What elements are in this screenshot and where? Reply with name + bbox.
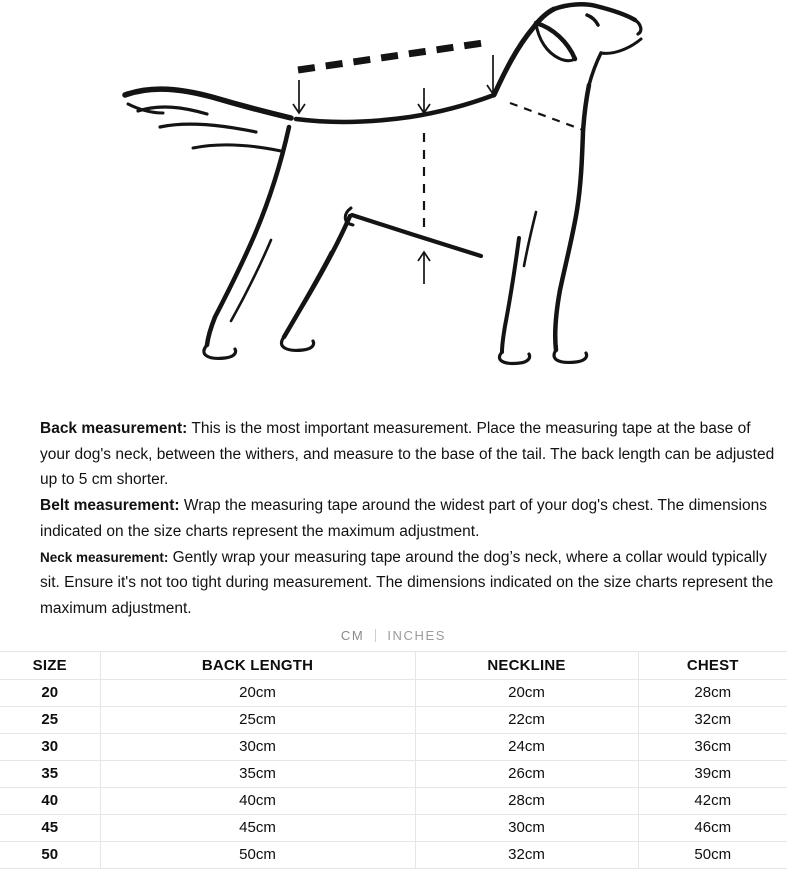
table-row: [0, 841, 787, 868]
measurement-instructions: [40, 416, 778, 622]
value-cell: 50cm: [638, 841, 787, 868]
unit-cm-button[interactable]: CM: [340, 627, 365, 643]
unit-separator: [375, 629, 376, 642]
instruction-back-text: This is the most important measurement. Place the measuring tape at the base of your dog's neck, between the withers, and measure to the base of the tail. The back length can be adjusted up to 5 cm shorter.: [40, 420, 775, 489]
instruction-neck-label: Neck measurement:: [40, 549, 169, 565]
size-cell: 25: [0, 706, 100, 733]
size-cell: 40: [0, 787, 100, 814]
value-cell: 28cm: [415, 787, 638, 814]
value-cell: 20cm: [415, 679, 638, 706]
table-row: [0, 787, 787, 814]
value-cell: 40cm: [100, 787, 415, 814]
table-row: [0, 814, 787, 841]
table-header-row: [0, 651, 787, 679]
value-cell: 42cm: [638, 787, 787, 814]
value-cell: 25cm: [100, 706, 415, 733]
value-cell: 32cm: [415, 841, 638, 868]
value-cell: 32cm: [638, 706, 787, 733]
value-cell: 50cm: [100, 841, 415, 868]
instruction-belt: [40, 493, 778, 544]
value-cell: 45cm: [100, 814, 415, 841]
size-cell: 35: [0, 760, 100, 787]
col-header-back-length: BACK LENGTH: [100, 651, 415, 679]
instruction-back: [40, 416, 778, 493]
down-arrow-icon: [293, 80, 305, 113]
instruction-neck-text: Gently wrap your measuring tape around the dog’s neck, where a collar would typically sit. Ensure it's not too tight during measurement. The dimensions indicated on the size charts represent the maximum adjustment.: [40, 548, 774, 617]
down-arrow-icon: [418, 88, 430, 113]
instruction-neck: [40, 545, 778, 622]
value-cell: 46cm: [638, 814, 787, 841]
value-cell: 22cm: [415, 706, 638, 733]
size-cell: 50: [0, 841, 100, 868]
size-chart-table: [0, 651, 787, 869]
table-row: [0, 733, 787, 760]
value-cell: 39cm: [638, 760, 787, 787]
value-cell: 24cm: [415, 733, 638, 760]
up-arrow-icon: [418, 252, 430, 284]
size-cell: 20: [0, 679, 100, 706]
col-header-neckline: NECKLINE: [415, 651, 638, 679]
value-cell: 30cm: [415, 814, 638, 841]
neck-measurement-dashed-line: [510, 103, 583, 130]
value-cell: 26cm: [415, 760, 638, 787]
value-cell: 20cm: [100, 679, 415, 706]
dog-measurement-illustration: [0, 0, 787, 400]
instruction-belt-text: Wrap the measuring tape around the widest part of your dog's chest. The dimensions indicated on the size charts represent the maximum adjustment.: [40, 497, 767, 540]
instruction-belt-label: Belt measurement:: [40, 497, 180, 515]
instruction-back-label: Back measurement:: [40, 420, 188, 437]
col-header-size: SIZE: [0, 651, 100, 679]
down-arrow-icon: [487, 55, 499, 94]
value-cell: 36cm: [638, 733, 787, 760]
back-measurement-dashed-line: [298, 42, 490, 70]
value-cell: 35cm: [100, 760, 415, 787]
unit-inches-button[interactable]: INCHES: [387, 627, 447, 643]
size-table-body: [0, 679, 787, 868]
col-header-chest: CHEST: [638, 651, 787, 679]
table-row: [0, 679, 787, 706]
table-row: [0, 760, 787, 787]
table-row: [0, 706, 787, 733]
value-cell: 28cm: [638, 679, 787, 706]
value-cell: 30cm: [100, 733, 415, 760]
size-cell: 30: [0, 733, 100, 760]
dog-diagram-svg: [0, 0, 787, 400]
size-cell: 45: [0, 814, 100, 841]
unit-toggle: [0, 626, 787, 646]
